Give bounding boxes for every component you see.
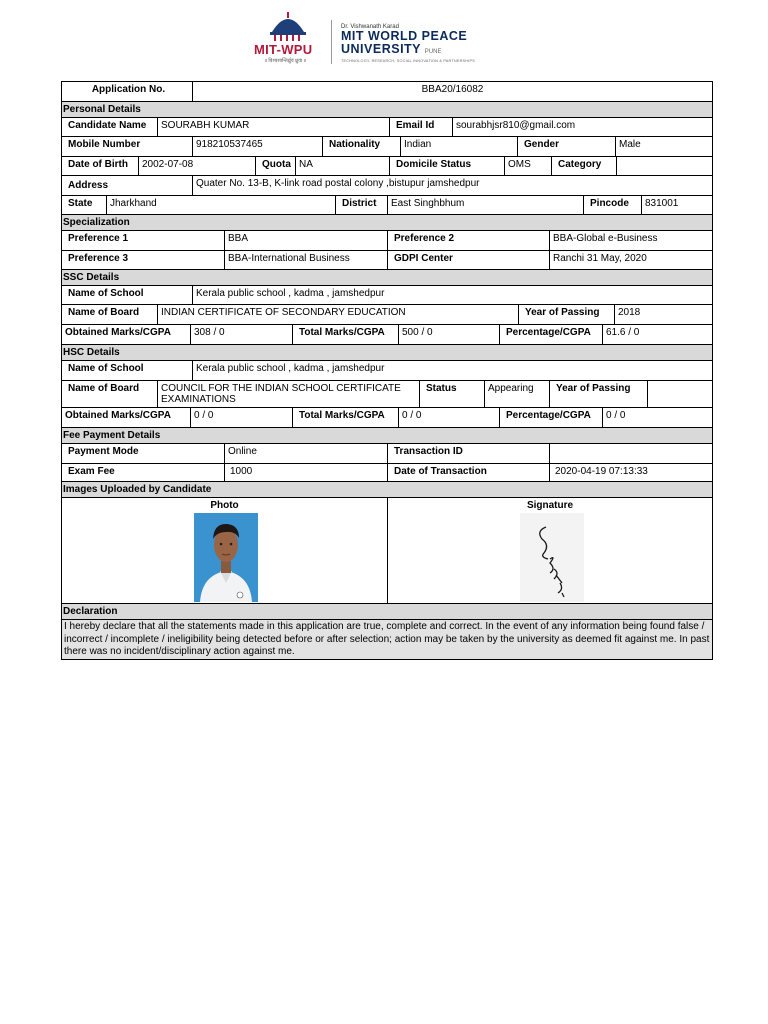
quota-value: NA <box>295 157 389 175</box>
mobile-label: Mobile Number <box>68 139 141 150</box>
section-specialization: Specialization <box>62 214 712 230</box>
category-value <box>616 157 712 175</box>
section-hsc-details: HSC Details <box>62 344 712 360</box>
preference-3-value: BBA-International Business <box>224 251 387 269</box>
ssc-row-2 <box>62 304 712 324</box>
ssc-year-value: 2018 <box>614 305 712 324</box>
ssc-year-label: Year of Passing <box>518 305 614 324</box>
nationality-label: Nationality <box>322 137 400 156</box>
hsc-year-value <box>647 381 712 407</box>
email-label: Email Id <box>389 118 452 136</box>
application-no-label: Application No. <box>91 84 166 95</box>
signature-label: Signature <box>526 500 574 511</box>
dob-value: 2002-07-08 <box>138 157 255 175</box>
hsc-obtained-value: 0 / 0 <box>190 408 292 427</box>
payment-mode-value: Online <box>224 444 387 463</box>
hsc-obtained-label: Obtained Marks/CGPA <box>65 410 171 421</box>
university-name-block <box>341 24 521 63</box>
ssc-total-label: Total Marks/CGPA <box>292 325 398 344</box>
address-label: Address <box>68 180 109 191</box>
dob-label: Date of Birth <box>68 159 128 170</box>
personal-row-2 <box>62 136 712 156</box>
personal-row-1 <box>62 117 712 136</box>
application-no-value: BBA20/16082 <box>192 82 712 101</box>
gender-label: Gender <box>517 137 615 156</box>
university-name-line1: MIT WORLD PEACE <box>341 29 468 43</box>
fee-row-1 <box>62 443 712 463</box>
hsc-total-value: 0 / 0 <box>398 408 499 427</box>
mit-wpu-logo <box>250 8 325 66</box>
application-no-row <box>62 82 712 101</box>
exam-fee-label: Exam Fee <box>68 466 115 477</box>
hsc-board-label: Name of Board <box>68 383 140 394</box>
section-ssc-details: SSC Details <box>62 269 712 285</box>
university-motto: TECHNOLOGY, RESEARCH, SOCIAL INNOVATION & PARTNERSHIPS <box>341 59 475 63</box>
university-name-word: UNIVERSITY <box>341 42 421 56</box>
section-fee-payment: Fee Payment Details <box>62 427 712 443</box>
mobile-value: 918210537465 <box>192 137 322 156</box>
ssc-board-label: Name of Board <box>68 307 140 318</box>
preference-1-value: BBA <box>224 231 387 250</box>
ssc-row-3 <box>62 324 712 344</box>
dome-logo-icon <box>266 10 310 42</box>
ssc-percentage-value: 61.6 / 0 <box>602 325 712 344</box>
transaction-id-label: Transaction ID <box>387 444 549 463</box>
hsc-board-value: COUNCIL FOR THE INDIAN SCHOOL CERTIFICATE EXAMINATIONS <box>157 381 419 407</box>
category-label: Category <box>551 157 616 175</box>
ssc-school-label: Name of School <box>68 288 144 299</box>
pincode-label: Pincode <box>583 196 641 214</box>
preference-2-label: Preference 2 <box>387 231 549 250</box>
logo-divider <box>331 20 332 64</box>
logo-tagline: ॥ विश्वशान्तिर्ध्रुवं ध्रुवा ॥ <box>264 58 307 64</box>
ssc-school-value: Kerala public school , kadma , jamshedpur <box>192 286 712 304</box>
fee-row-2 <box>62 463 712 481</box>
candidate-name-value: SOURABH KUMAR <box>157 118 389 136</box>
photo-label: Photo <box>210 500 239 511</box>
ssc-row-1 <box>62 285 712 304</box>
hsc-row-1 <box>62 360 712 380</box>
domicile-label: Domicile Status <box>389 157 504 175</box>
preference-1-label: Preference 1 <box>68 233 129 244</box>
section-personal-details: Personal Details <box>62 101 712 117</box>
ssc-obtained-value: 308 / 0 <box>190 325 292 344</box>
state-value: Jharkhand <box>106 196 335 214</box>
hsc-school-label: Name of School <box>68 363 144 374</box>
images-row <box>62 497 712 603</box>
hsc-total-label: Total Marks/CGPA <box>292 408 398 427</box>
transaction-id-value <box>549 444 712 463</box>
city-label: PUNE <box>424 49 442 55</box>
gdpi-center-label: GDPI Center <box>387 251 549 269</box>
transaction-date-value: 2020-04-19 07:13:33 <box>549 464 712 481</box>
signature-cell <box>387 498 712 603</box>
university-name-line2 <box>341 43 521 59</box>
nationality-value: Indian <box>400 137 517 156</box>
hsc-school-value: Kerala public school , kadma , jamshedpur <box>192 361 712 380</box>
hsc-status-label: Status <box>419 381 484 407</box>
district-label: District <box>335 196 387 214</box>
address-value: Quater No. 13-B, K-link road postal colony ,bistupur jamshedpur <box>192 176 712 195</box>
exam-fee-value: 1000 <box>224 464 387 481</box>
state-label: State <box>68 198 93 209</box>
candidate-name-label: Candidate Name <box>68 120 147 131</box>
declaration-text: I hereby declare that all the statements made in this application are true, complete and correct. In the event of any information being found false / incorrect / incomplete / ineligibility being detected before or after selection; action may be taken by the university as deemed fit against me. In past there was no incident/disciplinary action against me. <box>62 619 712 659</box>
gdpi-center-value: Ranchi 31 May, 2020 <box>549 251 712 269</box>
hsc-percentage-label: Percentage/CGPA <box>499 408 602 427</box>
university-header <box>250 8 520 68</box>
hsc-row-2 <box>62 380 712 407</box>
personal-row-3 <box>62 156 712 175</box>
domicile-value: OMS <box>504 157 551 175</box>
email-value: sourabhjsr810@gmail.com <box>452 118 712 136</box>
mit-wpu-wordmark: MIT-WPU <box>254 42 313 57</box>
candidate-signature <box>520 513 584 602</box>
hsc-percentage-value: 0 / 0 <box>602 408 712 427</box>
district-value: East Singhbhum <box>387 196 583 214</box>
preference-2-value: BBA-Global e-Business <box>549 231 712 250</box>
hsc-row-3 <box>62 407 712 427</box>
section-declaration: Declaration <box>62 603 712 619</box>
pincode-value: 831001 <box>641 196 712 214</box>
section-images: Images Uploaded by Candidate <box>62 481 712 497</box>
transaction-date-label: Date of Transaction <box>387 464 549 481</box>
preference-3-label: Preference 3 <box>68 253 129 264</box>
hsc-year-label: Year of Passing <box>549 381 647 407</box>
payment-mode-label: Payment Mode <box>68 446 139 457</box>
ssc-percentage-label: Percentage/CGPA <box>499 325 602 344</box>
personal-row-4 <box>62 175 712 195</box>
ssc-obtained-label: Obtained Marks/CGPA <box>65 327 171 338</box>
photo-cell <box>62 498 387 603</box>
personal-row-5 <box>62 195 712 214</box>
specialization-row-2 <box>62 250 712 269</box>
gender-value: Male <box>615 137 712 156</box>
founder-name: Dr. Vishwanath Karad <box>341 24 399 30</box>
quota-label: Quota <box>255 157 295 175</box>
candidate-photo <box>194 513 258 602</box>
ssc-board-value: INDIAN CERTIFICATE OF SECONDARY EDUCATION <box>157 305 518 324</box>
hsc-status-value: Appearing <box>484 381 549 407</box>
application-form <box>61 81 713 660</box>
ssc-total-value: 500 / 0 <box>398 325 499 344</box>
specialization-row-1 <box>62 230 712 250</box>
